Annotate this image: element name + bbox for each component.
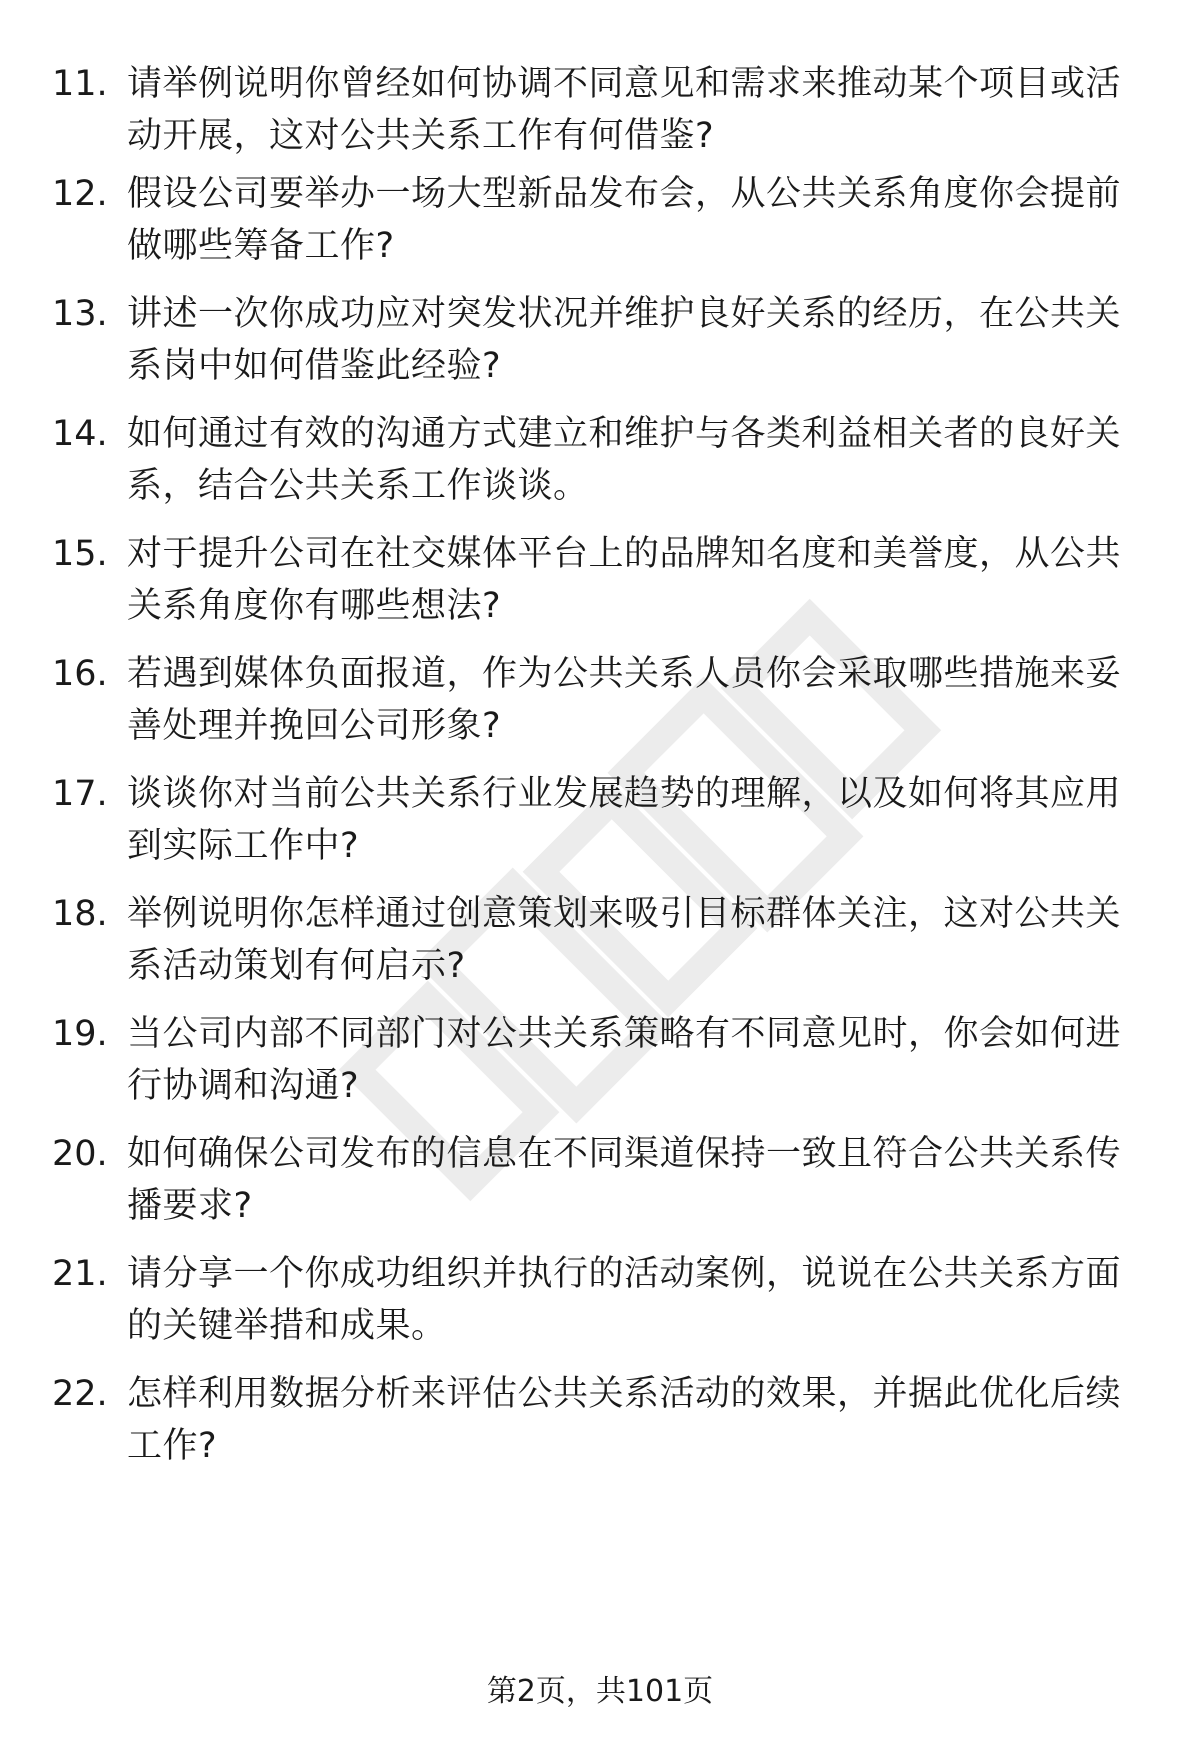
question-text: 请分享一个你成功组织并执行的活动案例，说说在公共关系方面的关键举措和成果。 xyxy=(127,1254,1122,1346)
question-text: 怎样利用数据分析来评估公共关系活动的效果，并据此优化后续工作? xyxy=(127,1374,1122,1466)
question-text: 若遇到媒体负面报道，作为公共关系人员你会采取哪些措施来妥善处理并挽回公司形象? xyxy=(127,654,1122,746)
question-number: 17. xyxy=(52,774,108,814)
question-text: 对于提升公司在社交媒体平台上的品牌知名度和美誉度，从公共关系角度你有哪些想法? xyxy=(127,534,1122,626)
question-number: 19. xyxy=(52,1014,108,1054)
question-number: 11. xyxy=(52,64,108,104)
question-text: 假设公司要举办一场大型新品发布会，从公共关系角度你会提前做哪些筹备工作? xyxy=(127,174,1122,266)
question-text: 举例说明你怎样通过创意策划来吸引目标群体关注，这对公共关系活动策划有何启示? xyxy=(127,894,1122,986)
question-text: 当公司内部不同部门对公共关系策略有不同意见时，你会如何进行协调和沟通? xyxy=(127,1014,1122,1106)
question-number: 22. xyxy=(52,1374,108,1414)
question-text: 谈谈你对当前公共关系行业发展趋势的理解，以及如何将其应用到实际工作中? xyxy=(127,774,1122,866)
question-number: 13. xyxy=(52,294,108,334)
question-text: 讲述一次你成功应对突发状况并维护良好关系的经历，在公共关系岗中如何借鉴此经验? xyxy=(127,294,1122,386)
question-number: 16. xyxy=(52,654,108,694)
question-text: 如何通过有效的沟通方式建立和维护与各类利益相关者的良好关系，结合公共关系工作谈谈。 xyxy=(127,414,1122,506)
page-number-label: 第2页，共101页 xyxy=(486,1674,714,1709)
question-number: 14. xyxy=(52,414,108,454)
question-number: 21. xyxy=(52,1254,108,1294)
question-number: 15. xyxy=(52,534,108,574)
question-text: 如何确保公司发布的信息在不同渠道保持一致且符合公共关系传播要求? xyxy=(127,1134,1122,1226)
question-number: 12. xyxy=(52,174,108,214)
page-footer xyxy=(0,1672,1200,1712)
question-text: 请举例说明你曾经如何协调不同意见和需求来推动某个项目或活动开展，这对公共关系工作有何借鉴? xyxy=(127,64,1122,156)
question-number: 18. xyxy=(52,894,108,934)
question-number: 20. xyxy=(52,1134,108,1174)
